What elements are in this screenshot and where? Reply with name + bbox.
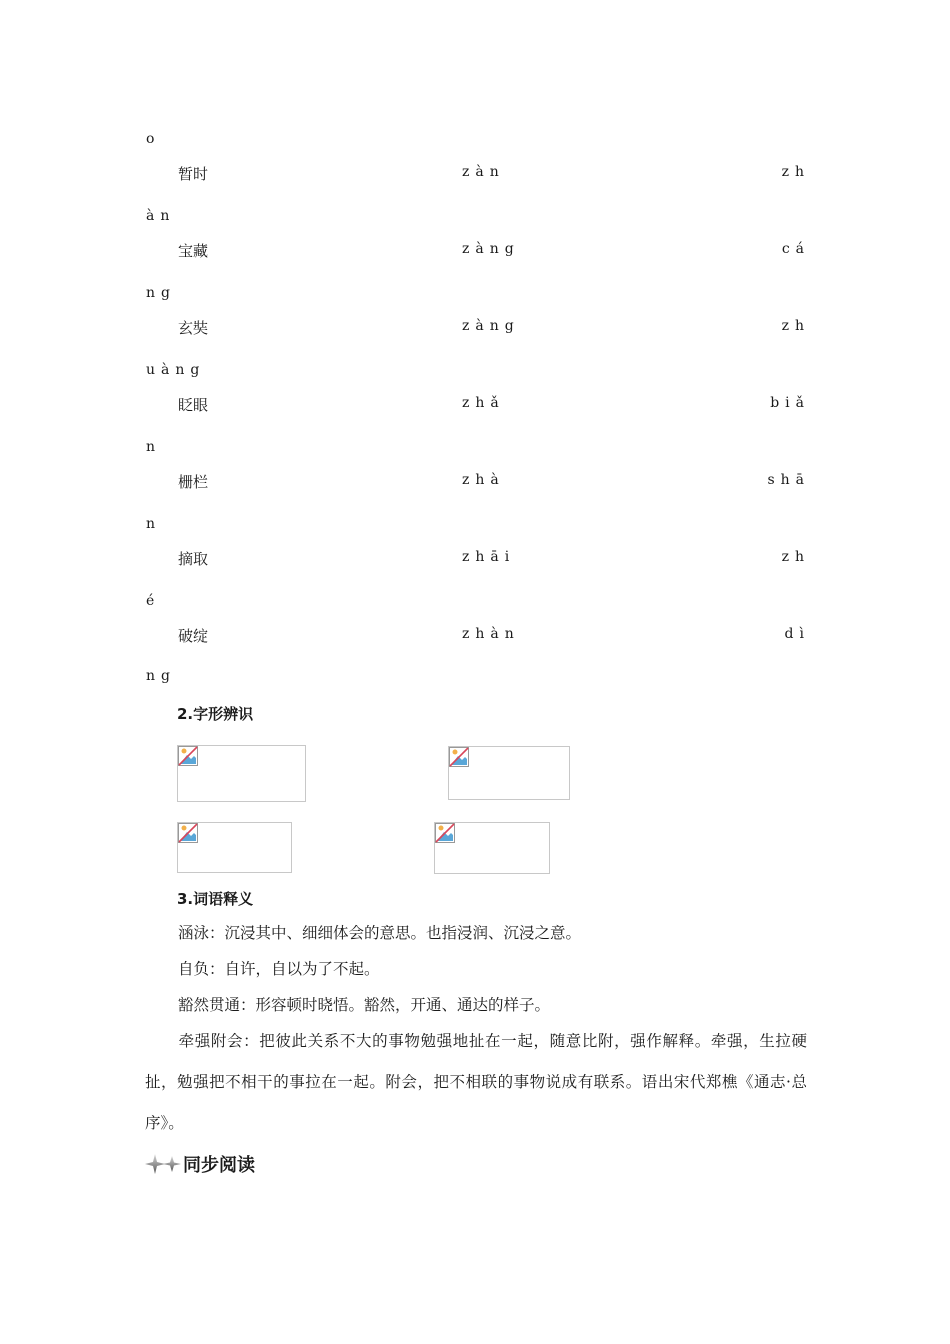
word: 栅栏 (178, 473, 209, 491)
pinyin-reading-2: shā (767, 472, 810, 488)
pinyin-reading-1: zàng (462, 241, 520, 257)
pinyin-reading-1: zàn (462, 164, 505, 180)
pinyin-continuation: o (146, 131, 161, 147)
broken-image-icon (449, 747, 469, 767)
word: 眨眼 (178, 396, 209, 414)
image-placeholder-1 (177, 745, 306, 802)
reading-title: 同步阅读 (183, 1155, 255, 1176)
pinyin-reading-1: zhǎ (462, 395, 505, 411)
image-placeholder-2 (448, 746, 570, 800)
definition-text: 涵泳：沉浸其中、细细体会的意思。也指浸润、沉浸之意。 (178, 924, 582, 942)
definition-text: 自负：自许，自以为了不起。 (178, 960, 380, 978)
pinyin-reading-1: zàng (462, 318, 520, 334)
definition-text: 豁然贯通：形容顿时晓悟。豁然，开通、通达的样子。 (178, 996, 551, 1014)
word: 暂时 (178, 165, 209, 183)
pinyin-continuation: n (146, 439, 162, 455)
pinyin-reading-1: zhàn (462, 626, 520, 642)
pinyin-continuation: n (146, 516, 162, 532)
pinyin-continuation: ng (146, 285, 176, 301)
pinyin-reading-2: dì (784, 626, 810, 642)
pinyin-reading-2: zh (781, 318, 810, 334)
pinyin-continuation: ng (146, 668, 176, 684)
definition-qianqiang (145, 1021, 807, 1144)
sparkle-icon (145, 1153, 183, 1175)
pinyin-continuation: uàng (146, 362, 206, 378)
definition-text: 牵强附会：把彼此关系不大的事物勉强地扯在一起，随意比附，强作解释。牵强，生拉硬扯，勉强把不相干的事拉在一起。附会，把不相联的事物说成有联系。语出宋代郑樵《通志·总序》。 (145, 1032, 807, 1132)
broken-image-icon (178, 746, 198, 766)
definition-hanyong (145, 913, 807, 954)
pinyin-reading-2: biǎ (770, 395, 810, 411)
pinyin-reading-2: cá (781, 241, 810, 257)
pinyin-reading-2: zh (781, 549, 810, 565)
section-title-glyph-recognition: 2.字形辨识 (177, 705, 254, 723)
reading-heading (145, 1151, 255, 1177)
word: 破绽 (178, 627, 209, 645)
pinyin-reading-1: zhāi (462, 549, 516, 565)
pinyin-reading-2: zh (781, 164, 810, 180)
word: 宝藏 (178, 242, 209, 260)
broken-image-icon (178, 823, 198, 843)
pinyin-continuation: é (146, 593, 161, 609)
pinyin-continuation: àn (146, 208, 176, 224)
word: 摘取 (178, 550, 209, 568)
image-placeholder-3 (177, 822, 292, 873)
image-placeholder-4 (434, 822, 550, 874)
pinyin-reading-1: zhà (462, 472, 505, 488)
broken-image-icon (435, 823, 455, 843)
definition-zifu (145, 949, 807, 990)
word: 玄奘 (178, 319, 209, 337)
section-title-word-meaning: 3.词语释义 (177, 890, 254, 908)
definition-huoran (145, 985, 807, 1026)
